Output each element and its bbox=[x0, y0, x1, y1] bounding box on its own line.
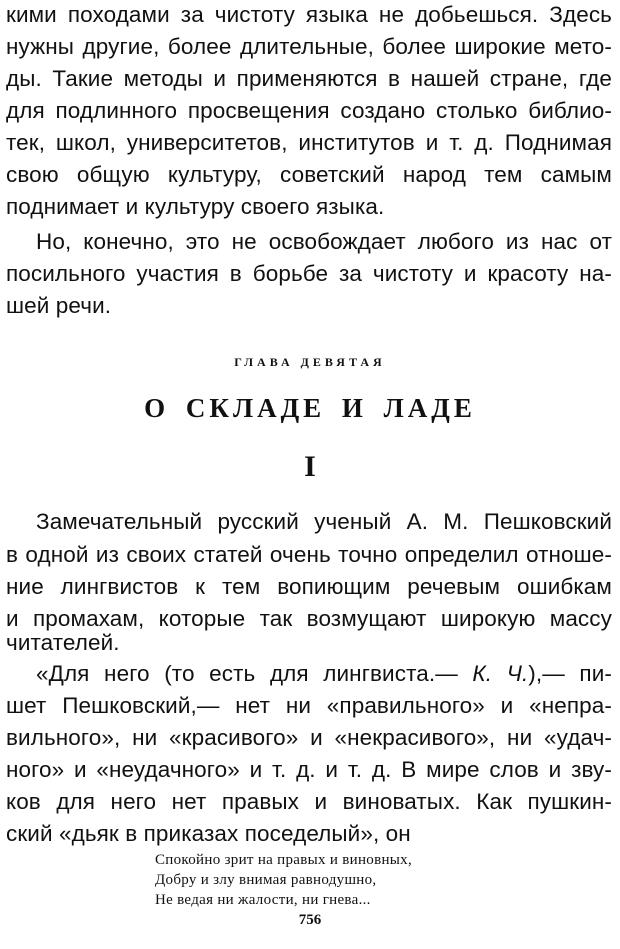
text-line: тек, школ, университетов, институтов и т. д. Поднимая bbox=[6, 130, 612, 155]
text-line: читателей. bbox=[6, 630, 120, 655]
text-line: Замечательный русский ученый А. М. Пешковский bbox=[36, 509, 612, 534]
text-line: шей речи. bbox=[6, 293, 112, 318]
text-line: поднимает и культуру своего языка. bbox=[6, 194, 385, 219]
verse-line: Добру и злу внимая равнодушно, bbox=[155, 872, 377, 888]
text-line: свою общую культуру, советский народ тем самым bbox=[6, 162, 612, 187]
chapter-label: ГЛАВА ДЕВЯТАЯ bbox=[234, 355, 386, 369]
author-initials: К. Ч. bbox=[472, 661, 529, 686]
text-line: Но, конечно, это не освобождает любого из нас от bbox=[36, 229, 612, 254]
text-line: вильного», ни «красивого» и «некрасивого», ни «удач- bbox=[6, 725, 612, 750]
text-line: нужны другие, более длительные, более широкие мето- bbox=[6, 34, 612, 59]
text-line: шет Пешковский,— нет ни «правильного» и «непра- bbox=[6, 693, 612, 718]
verse-line: Не ведая ни жалости, ни гнева... bbox=[155, 892, 371, 908]
quote-intro: «Для него (то есть для лингвиста.— bbox=[36, 661, 473, 686]
text-line: кими походами за чистоту языка не добьешься. Здесь bbox=[6, 2, 612, 27]
text-line: посильного участия в борьбе за чистоту и красоту на- bbox=[6, 261, 612, 286]
verse-line: Спокойно зрит на правых и виновных, bbox=[155, 852, 413, 868]
text-line: и промахам, которые так возмущают широкую массу bbox=[6, 606, 612, 631]
quote-intro-end: ),— пи- bbox=[528, 661, 612, 686]
chapter-title: О СКЛАДЕ И ЛАДЕ bbox=[144, 393, 476, 423]
text-line: ного» и «неудачного» и т. д. и т. д. В мире слов и зву- bbox=[6, 757, 612, 782]
text-line: для подлинного просвещения создано столько библио- bbox=[6, 98, 612, 123]
text-line: ние лингвистов к тем вопиющим речевым ошибкам bbox=[6, 574, 612, 599]
section-number: I bbox=[304, 450, 316, 483]
text-line bbox=[36, 659, 612, 689]
text-line: в одной из своих статей очень точно определил отноше- bbox=[6, 542, 612, 567]
page-number: 756 bbox=[298, 912, 322, 928]
text-line: ский «дьяк в приказах поседелый», он bbox=[6, 821, 411, 846]
text-line: ков для него нет правых и виноватых. Как пушкин- bbox=[6, 789, 612, 814]
text-line: ды. Такие методы и применяются в нашей стране, где bbox=[6, 66, 612, 91]
